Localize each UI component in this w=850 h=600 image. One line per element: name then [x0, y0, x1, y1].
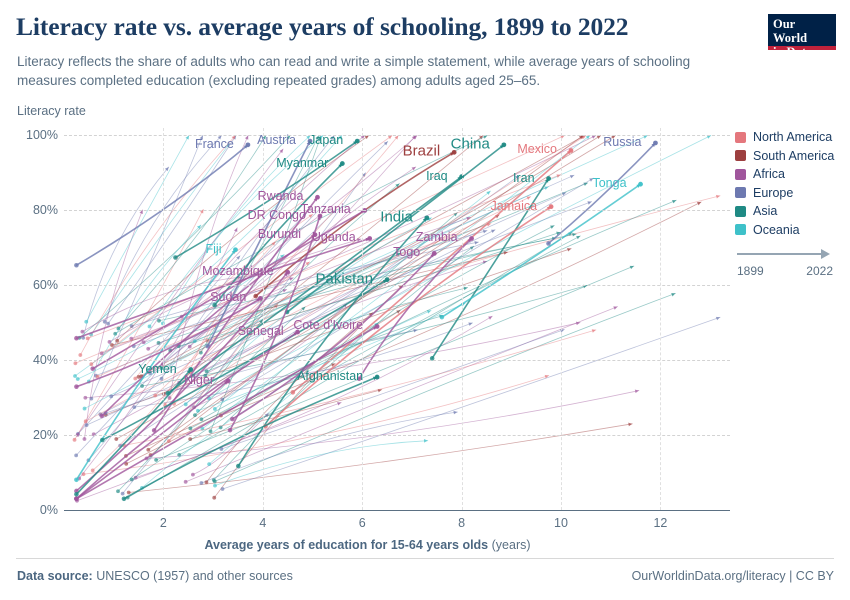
- data-point[interactable]: [221, 487, 225, 491]
- y-axis-title: Literacy rate: [17, 104, 86, 118]
- data-point[interactable]: [385, 277, 390, 282]
- data-point[interactable]: [146, 448, 150, 452]
- data-point[interactable]: [133, 377, 137, 381]
- data-point[interactable]: [91, 469, 95, 473]
- data-point[interactable]: [236, 464, 241, 469]
- data-point[interactable]: [122, 496, 127, 501]
- time-legend-end: 2022: [806, 264, 833, 278]
- data-point[interactable]: [203, 374, 207, 378]
- legend-item-label: South America: [753, 148, 835, 163]
- country-trajectory[interactable]: [112, 252, 508, 345]
- point-label: France: [194, 136, 234, 151]
- time-legend: [737, 248, 837, 278]
- point-label: Tonga: [592, 176, 627, 191]
- data-point[interactable]: [78, 353, 82, 357]
- license-link[interactable]: CC BY: [795, 569, 834, 583]
- legend-color-swatch: [735, 187, 746, 198]
- data-point[interactable]: [209, 429, 213, 433]
- region-legend[interactable]: [735, 128, 845, 239]
- data-point[interactable]: [146, 347, 150, 351]
- data-point[interactable]: [315, 195, 320, 200]
- data-point[interactable]: [432, 251, 437, 256]
- legend-color-swatch: [735, 132, 746, 143]
- point-label: Myanmar: [276, 155, 329, 170]
- point-label: Mozambique: [202, 264, 274, 279]
- data-point[interactable]: [74, 336, 79, 341]
- data-point[interactable]: [191, 473, 195, 477]
- x-axis-title-text: Average years of education for 15-64 years olds: [204, 538, 489, 552]
- time-arrow-icon: [737, 248, 837, 260]
- point-label: Jamaica: [490, 198, 538, 213]
- data-point[interactable]: [127, 491, 131, 495]
- legend-item-south-america[interactable]: [735, 147, 845, 166]
- trajectory-arrow-head: [453, 411, 457, 415]
- data-point[interactable]: [153, 394, 157, 398]
- data-point[interactable]: [212, 303, 217, 308]
- data-point[interactable]: [290, 390, 295, 395]
- data-point[interactable]: [440, 315, 445, 320]
- data-point[interactable]: [193, 413, 197, 417]
- x-axis-unit: (years): [491, 538, 531, 552]
- data-point[interactable]: [313, 232, 318, 237]
- legend-color-swatch: [735, 150, 746, 161]
- trajectory-arrow-head: [567, 248, 571, 251]
- x-axis-title: [0, 538, 735, 552]
- data-source-text: UNESCO (1957) and other sources: [96, 569, 293, 583]
- data-point[interactable]: [367, 236, 372, 241]
- legend-item-label: Oceania: [753, 222, 800, 237]
- trajectory-arrow-head: [635, 390, 639, 394]
- data-point[interactable]: [546, 241, 551, 246]
- data-point[interactable]: [100, 438, 105, 443]
- x-gridline: [561, 128, 562, 510]
- data-point[interactable]: [73, 438, 77, 442]
- data-point[interactable]: [116, 489, 120, 493]
- point-label: Fiji: [205, 241, 222, 256]
- data-point[interactable]: [469, 236, 474, 241]
- data-point[interactable]: [103, 320, 107, 324]
- site-link[interactable]: OurWorldinData.org/literacy: [631, 569, 786, 583]
- legend-item-asia[interactable]: [735, 202, 845, 221]
- data-point[interactable]: [452, 150, 457, 155]
- data-point[interactable]: [184, 402, 188, 406]
- legend-color-swatch: [735, 206, 746, 217]
- data-point[interactable]: [200, 481, 204, 485]
- legend-item-north-america[interactable]: [735, 128, 845, 147]
- x-gridline: [462, 128, 463, 510]
- data-point[interactable]: [110, 343, 114, 347]
- data-point[interactable]: [154, 458, 158, 462]
- data-point[interactable]: [106, 322, 110, 326]
- data-point[interactable]: [501, 142, 506, 147]
- data-point[interactable]: [424, 215, 429, 220]
- country-trajectory[interactable]: [131, 135, 595, 338]
- legend-item-africa[interactable]: [735, 165, 845, 184]
- legend-item-europe[interactable]: [735, 184, 845, 203]
- data-point[interactable]: [188, 367, 193, 372]
- data-point[interactable]: [295, 330, 300, 335]
- data-point[interactable]: [546, 176, 551, 181]
- data-point[interactable]: [73, 374, 77, 378]
- data-point[interactable]: [74, 492, 79, 497]
- point-label: Senegal: [237, 324, 284, 339]
- trajectory-arrow-head: [309, 214, 313, 218]
- x-axis-tick-label: 10: [554, 516, 568, 530]
- data-point[interactable]: [108, 340, 112, 344]
- point-label: Austria: [257, 133, 297, 148]
- legend-item-label: Europe: [753, 185, 794, 200]
- point-label: Togo: [393, 245, 421, 260]
- x-gridline: [660, 128, 661, 510]
- x-axis-tick-label: 8: [458, 516, 466, 530]
- data-point[interactable]: [83, 437, 87, 441]
- page-title: Literacy rate vs. average years of schooling, 1899 to 2022: [16, 12, 629, 41]
- y-axis-tick-label: 20%: [32, 428, 58, 443]
- point-label: Afghanistan: [297, 369, 364, 384]
- data-point[interactable]: [76, 377, 80, 381]
- trajectory-arrow-head: [464, 287, 468, 291]
- data-point[interactable]: [653, 141, 658, 146]
- y-axis-tick-label: 60%: [32, 278, 58, 293]
- trajectory-arrow-head: [504, 251, 508, 255]
- country-trajectory[interactable]: [86, 135, 189, 321]
- x-gridline: [362, 128, 363, 510]
- legend-item-label: Africa: [753, 167, 785, 182]
- scatter-plot-area[interactable]: [26, 128, 730, 530]
- data-point[interactable]: [212, 496, 216, 500]
- point-label: Rwanda: [257, 189, 304, 204]
- data-point[interactable]: [74, 477, 79, 482]
- point-label: Japan: [309, 133, 344, 148]
- point-label: Burundi: [257, 226, 301, 241]
- data-point[interactable]: [205, 480, 209, 484]
- trajectory-arrow-head: [628, 423, 632, 427]
- x-axis-tick-label: 12: [653, 516, 668, 530]
- data-point[interactable]: [213, 407, 217, 411]
- data-point[interactable]: [375, 375, 380, 380]
- data-point[interactable]: [357, 376, 362, 381]
- data-point[interactable]: [188, 345, 192, 349]
- point-label: Uganda: [311, 230, 356, 245]
- y-axis-tick-label: 100%: [26, 128, 58, 143]
- data-point[interactable]: [121, 492, 125, 496]
- data-point[interactable]: [355, 139, 360, 144]
- point-label: China: [450, 135, 490, 153]
- country-trajectory[interactable]: [215, 441, 428, 486]
- data-point[interactable]: [233, 247, 238, 252]
- logo-line-2: in Data: [773, 45, 813, 59]
- legend-color-swatch: [735, 224, 746, 235]
- point-label: Russia: [603, 134, 642, 149]
- point-label: India: [380, 208, 413, 226]
- data-point[interactable]: [90, 366, 95, 371]
- x-axis-tick-label: 4: [259, 516, 267, 530]
- data-point[interactable]: [89, 362, 93, 366]
- data-point[interactable]: [226, 378, 231, 383]
- footer-divider: [16, 558, 834, 559]
- data-point[interactable]: [140, 384, 144, 388]
- data-point[interactable]: [115, 339, 119, 343]
- point-label: Pakistan: [315, 270, 374, 288]
- data-point[interactable]: [84, 320, 88, 324]
- data-point[interactable]: [199, 417, 203, 421]
- data-point[interactable]: [84, 419, 88, 423]
- data-point[interactable]: [318, 214, 323, 219]
- data-point[interactable]: [148, 325, 152, 329]
- data-point[interactable]: [340, 161, 345, 166]
- data-point[interactable]: [285, 270, 290, 275]
- point-label: Tanzania: [300, 202, 351, 217]
- data-point[interactable]: [74, 263, 79, 268]
- data-point[interactable]: [74, 496, 79, 501]
- data-point[interactable]: [207, 462, 211, 466]
- data-point[interactable]: [83, 407, 87, 411]
- x-gridline: [263, 128, 264, 510]
- point-label: Cote d'Ivoire: [293, 318, 364, 333]
- data-point[interactable]: [253, 294, 258, 299]
- data-point[interactable]: [375, 324, 380, 329]
- trajectory-arrow-head: [424, 439, 428, 443]
- legend-item-label: North America: [753, 130, 833, 145]
- point-label: Zambia: [415, 230, 458, 245]
- point-label: Brazil: [402, 142, 441, 160]
- legend-item-oceania[interactable]: [735, 221, 845, 240]
- point-label: Mexico: [517, 142, 557, 157]
- point-label: Yemen: [138, 361, 177, 376]
- point-label: Iran: [513, 170, 535, 185]
- data-source: [17, 569, 293, 583]
- footer-links[interactable]: [632, 569, 834, 583]
- data-point[interactable]: [228, 428, 233, 433]
- our-world-in-data-logo[interactable]: [768, 14, 836, 59]
- y-axis-tick-label: 0%: [39, 503, 58, 517]
- trajectory-arrow-head: [474, 241, 478, 245]
- data-point[interactable]: [85, 423, 89, 427]
- data-point[interactable]: [74, 384, 79, 389]
- data-point[interactable]: [109, 394, 113, 398]
- trajectory-arrow-head: [413, 329, 417, 333]
- data-point[interactable]: [569, 148, 574, 153]
- data-point[interactable]: [83, 396, 87, 400]
- y-axis-tick-label: 80%: [32, 203, 58, 218]
- data-point[interactable]: [230, 417, 235, 422]
- data-point[interactable]: [173, 255, 178, 260]
- data-point[interactable]: [74, 453, 78, 457]
- legend-item-label: Asia: [753, 204, 778, 219]
- data-point[interactable]: [80, 330, 84, 334]
- data-point[interactable]: [188, 426, 192, 430]
- footer-separator: |: [789, 569, 793, 583]
- y-gridline: [64, 510, 730, 511]
- trajectory-arrow-head: [556, 174, 560, 177]
- legend-color-swatch: [735, 169, 746, 180]
- logo-line-1: Our World: [773, 17, 808, 45]
- data-point[interactable]: [213, 484, 217, 488]
- data-point[interactable]: [137, 375, 141, 379]
- country-trajectory[interactable]: [75, 175, 560, 363]
- data-source-label: Data source:: [17, 569, 93, 583]
- country-trajectory[interactable]: [209, 135, 711, 398]
- data-point[interactable]: [100, 414, 105, 419]
- data-point[interactable]: [549, 204, 554, 209]
- time-legend-start: 1899: [737, 264, 764, 278]
- data-point[interactable]: [73, 361, 77, 365]
- point-label: Niger: [184, 372, 214, 387]
- point-label: Sudan: [210, 290, 247, 305]
- data-point[interactable]: [114, 437, 118, 441]
- x-axis-tick-label: 2: [159, 516, 167, 530]
- y-axis-tick-label: 40%: [32, 353, 58, 368]
- point-label: DR Congo: [247, 208, 306, 222]
- data-point[interactable]: [245, 142, 250, 147]
- x-axis-tick-label: 6: [358, 516, 366, 530]
- data-point[interactable]: [638, 182, 643, 187]
- chart-subtitle: Literacy reflects the share of adults who can read and write a simple statement, while average years of schooling measures completed education (excluding repeated grades) among adults aged 25–65.: [17, 54, 691, 88]
- trajectory-arrow-head: [716, 195, 720, 199]
- data-point[interactable]: [184, 480, 188, 484]
- trajectory-arrow-head: [716, 317, 720, 320]
- x-gridline: [163, 128, 164, 510]
- point-label: Iraq: [426, 168, 448, 183]
- data-point[interactable]: [308, 139, 313, 144]
